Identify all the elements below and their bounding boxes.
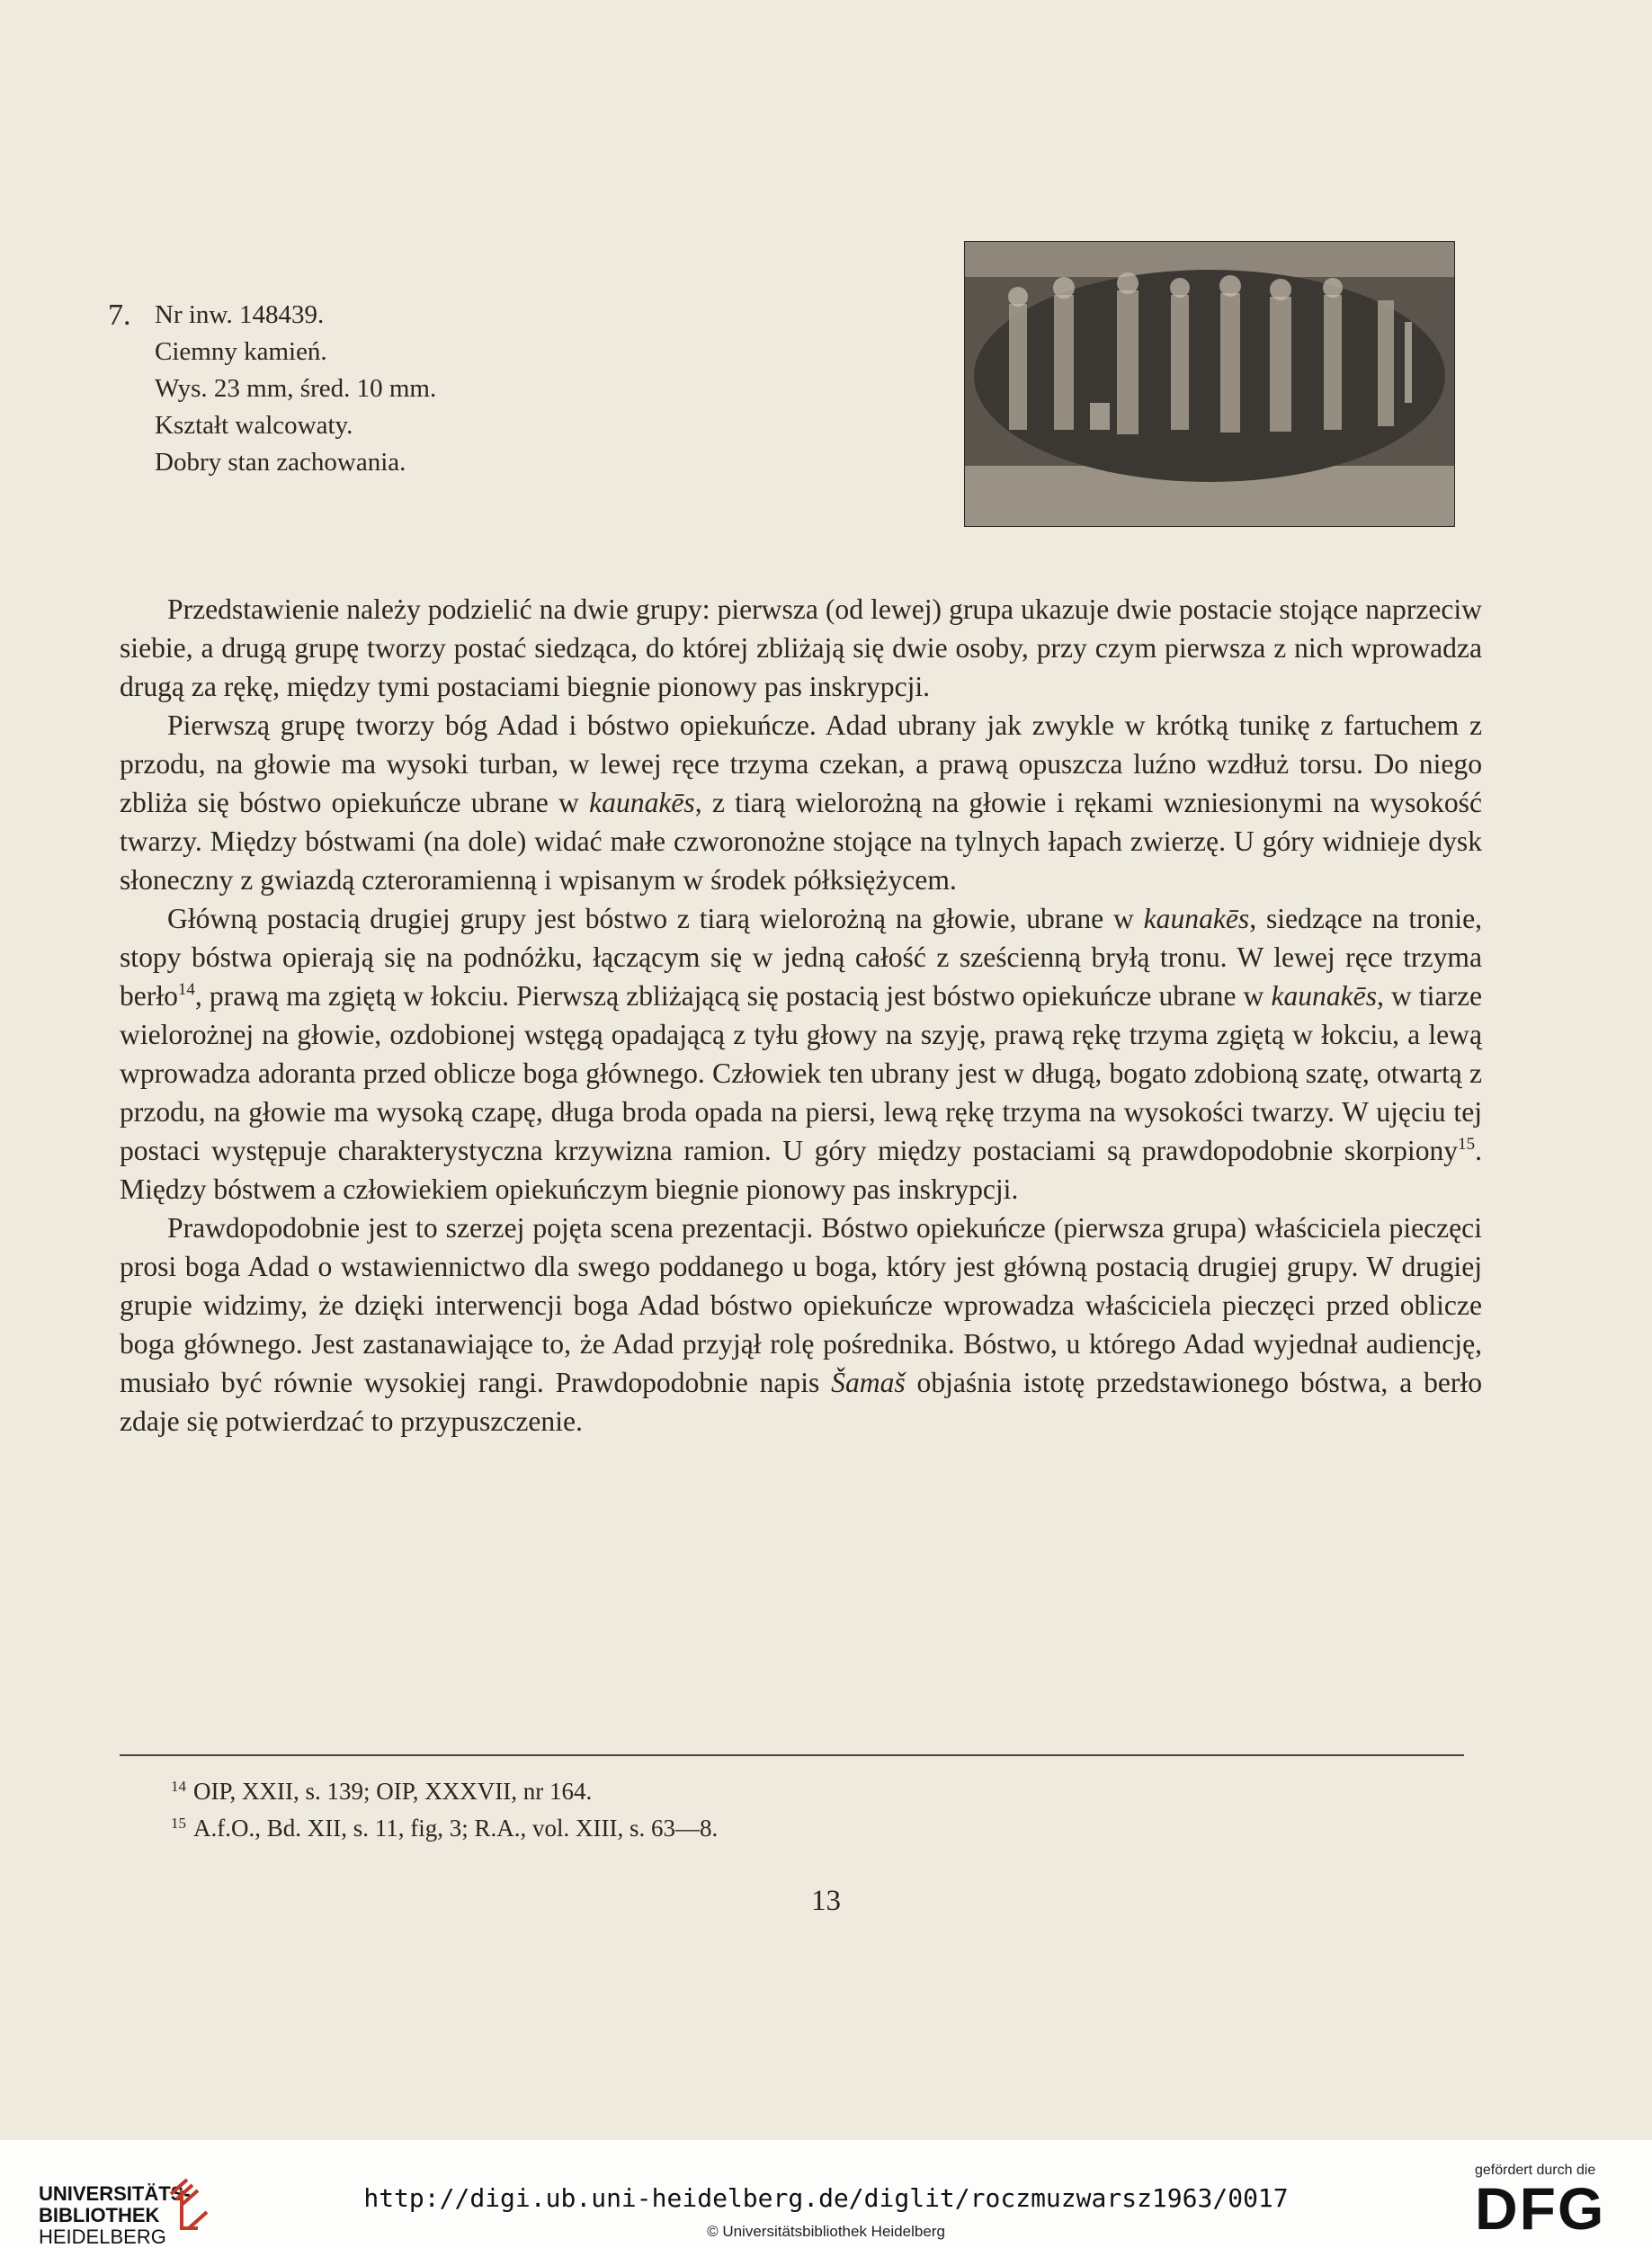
dfg-logo: DFG: [1475, 2175, 1606, 2242]
catalog-line-inventory: Nr inw. 148439.: [155, 300, 325, 329]
footnote-divider: [120, 1754, 1464, 1756]
paragraph-2: Pierwszą grupę tworzy bóg Adad i bóstwo opiekuńcze. Adad ubrany jak zwykle w krótką tunikę z fartuchem z przodu, na głowie ma wysoki turban, w lewej ręce trzyma czekan, a prawą opuszcza luźno wzdłuż torsu. Do niego zbliża się bóstwo opiekuńcze ubrane w kaunakēs, z tiarą wielorożną na głowie i rękami wzniesionymi na wysokość twarzy. Między bóstwami (na dole) widać małe czworonożne stojące na tylnych łapach zwierzę. U góry widnieje dysk słoneczny z gwiazdą czteroramienną i wpisanym w środek półksiężycem.: [120, 709, 1482, 896]
library-name: UNIVERSITÄTS- BIBLIOTHEK HEIDELBERG: [39, 2182, 191, 2248]
body-text: [120, 590, 1482, 1441]
copyright-notice: © Universitätsbibliothek Heidelberg: [707, 2223, 945, 2240]
funder-label: gefördert durch die: [1475, 2163, 1596, 2178]
catalog-line-condition: Dobry stan zachowania.: [155, 448, 406, 477]
footnote-ref-15: 15: [1458, 1135, 1476, 1154]
footnote-ref-14: 14: [177, 980, 195, 999]
permalink-url[interactable]: http://digi.ub.uni-heidelberg.de/diglit/roczmuzwarsz1963/0017: [363, 2183, 1289, 2213]
footnote-15: $^{15}$ A.f.O., Bd. XII, s. 11, fig, 3; R.A., vol. XIII, s. 63—8.: [171, 1815, 719, 1842]
footnotes: [171, 1773, 718, 1847]
cylinder-seal-photo: [964, 241, 1455, 527]
catalog-number: 7.: [108, 299, 131, 332]
page-number: 13: [811, 1885, 841, 1917]
catalog-line-material: Ciemny kamień.: [155, 337, 327, 366]
paragraph-1: Przedstawienie należy podzielić na dwie grupy: pierwsza (od lewej) grupa ukazuje dwie postacie stojące naprzeciw siebie, a drugą grupę tworzy postać siedząca, do której zbliżają się dwie osoby, przy czym pierwsza z nich wprowadza drugą za rękę, między tymi postaciami biegnie pionowy pas inskrypcji.: [120, 593, 1482, 702]
footnote-14: $^{14}$ OIP, XXII, s. 139; OIP, XXXVII, nr 164.: [171, 1778, 593, 1805]
paragraph-3: Główną postacią drugiej grupy jest bóstwo z tiarą wielorożną na głowie, ubrane w kaunakēs, siedzące na tronie, stopy bóstwa opierają się na podnóżku, łączącym się w jedną całość z sześcienną bryłą tronu. W lewej ręce trzyma berło$^{14}$, prawą ma zgiętą w łokciu. Pierwszą zbliżającą się postacią jest bóstwo opiekuńcze ubrane w kaunakēs, w tiarze wielorożnej na głowie, ozdobionej wstęgą opadającą z tyłu głowy na szyję, prawą rękę trzyma zgiętą w łokciu, a lewą wprowadza adoranta przed oblicze boga głównego. Człowiek ten ubrany jest w długą, bogato zdobioną szatę, otwartą z przodu, na głowie ma wysoką czapę, długa broda opada na piersi, lewą rękę trzyma na wysokości twarzy. W ujęciu tej postaci występuje charakterystyczna krzywizna ramion. U góry między postaciami są prawdopodobnie skorpiony$^{15}$. Między bóstwem a człowiekiem opiekuńczym biegnie pionowy pas inskrypcji.: [120, 903, 1482, 1205]
catalog-line-dimensions: Wys. 23 mm, śred. 10 mm.: [155, 374, 437, 403]
catalog-line-shape: Kształt walcowaty.: [155, 411, 353, 440]
paragraph-4: Prawdopodobnie jest to szerzej pojęta scena prezentacji. Bóstwo opiekuńcze (pierwsza grupa) właściciela pieczęci prosi boga Adad o wstawiennictwo dla swego poddanego u boga, który jest główną postacią drugiej grupy. W drugiej grupie widzimy, że dzięki interwencji boga Adad bóstwo opiekuńcze wprowadza właściciela pieczęci przed oblicze boga głównego. Jest zastanawiające to, że Adad przyjął rolę pośrednika. Bóstwo, u którego Adad wyjednał audiencję, musiało być równie wysokiej rangi. Prawdopodobnie napis Šamaš objaśnia istotę przedstawionego bóstwa, a berło zdaje się potwierdzać to przypuszczenie.: [120, 1212, 1483, 1437]
catalog-entry: [108, 297, 437, 481]
